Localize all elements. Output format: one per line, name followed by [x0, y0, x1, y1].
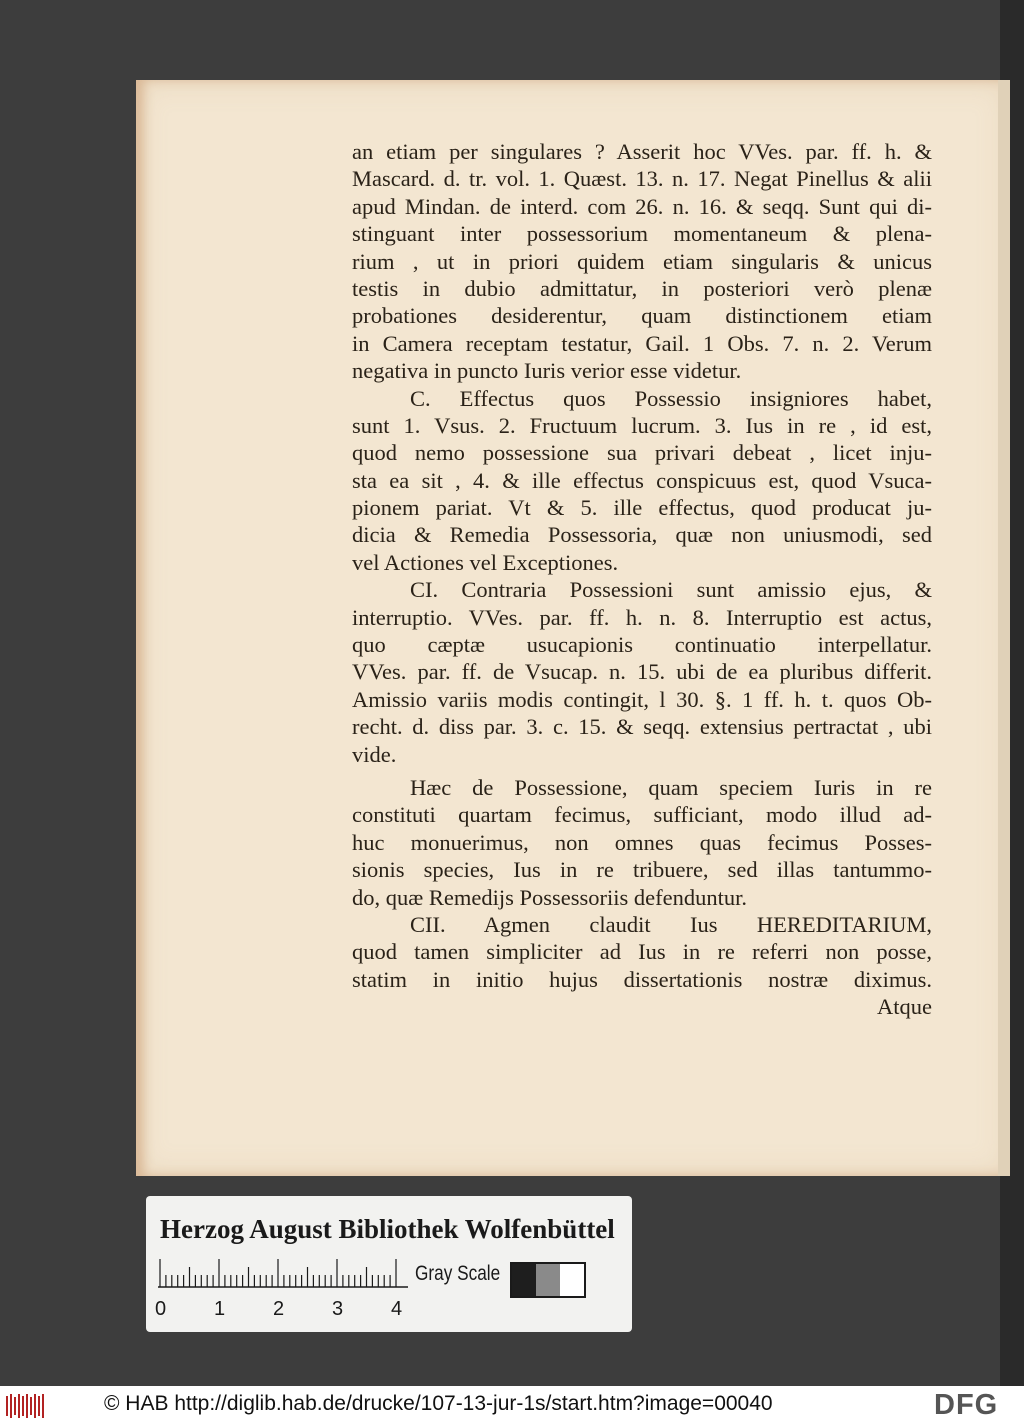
text-line: negativa in puncto Iuris verior esse videtur. [352, 358, 742, 384]
paragraph-start: C. Effectus quos Possessio insigniores habet, [410, 385, 932, 411]
paragraph-start: CI. Contraria Possessioni sunt amissio ejus, & [410, 577, 932, 603]
gray-swatch-mid [536, 1264, 560, 1296]
ruler-number: 3 [332, 1298, 344, 1320]
ruler-icon [158, 1258, 408, 1288]
copyright-url[interactable]: © HAB http://diglib.hab.de/drucke/107-13-jur-1s/start.htm?image=00040 [104, 1392, 773, 1415]
text-line: probationes desiderentur, quam distinctionem etiam [352, 303, 932, 329]
gray-swatch-light [560, 1264, 584, 1296]
footer-bar [0, 1386, 1024, 1425]
text-line: pionem pariat. Vt & 5. ille effectus, quod producat ju- [352, 495, 932, 521]
library-name: Herzog August Bibliothek Wolfenbüttel [160, 1214, 615, 1244]
text-line: do, quæ Remedijs Possessoriis defenduntur. [352, 884, 747, 910]
text-line: in Camera receptam testatur, Gail. 1 Obs. 7. n. 2. Verum [352, 330, 932, 356]
paragraph-start: Hæc de Possessione, quam speciem Iuris in re [410, 774, 932, 800]
paragraph-start: CII. Agmen claudit Ius HEREDITARIUM, [410, 911, 932, 937]
ruler-number: 1 [214, 1298, 226, 1320]
text-line: sunt 1. Vsus. 2. Fructuum lucrum. 3. Ius in re , id est, [352, 412, 932, 438]
text-line: quod nemo possessione sua privari debeat , licet inju- [352, 440, 932, 466]
text-line: sionis species, Ius in re tribuere, sed illas tantummo- [352, 857, 932, 883]
ruler-number: 2 [273, 1298, 285, 1320]
gray-scale-label: Gray Scale [415, 1262, 501, 1285]
dfg-logo: DFG [934, 1389, 999, 1421]
text-line: sta ea sit , 4. & ille effectus conspicuus est, quod Vsuca- [352, 467, 932, 493]
text-line: an etiam per singulares ? Asserit hoc VVes. par. ff. h. & [352, 139, 932, 164]
text-line: apud Mindan. de interd. com 26. n. 16. & seqq. Sunt qui di- [352, 193, 932, 219]
barcode-icon [6, 1394, 46, 1418]
page-edge [998, 80, 1010, 1176]
catchword: Atque [877, 994, 932, 1020]
text-line: vel Actiones vel Exceptiones. [352, 549, 619, 575]
text-line: dicia & Remedia Possessoria, quæ non uniusmodi, sed [352, 522, 932, 548]
text-line: quo cæptæ usucapionis continuatio interpellatur. [352, 632, 932, 658]
text-line: constituti quartam fecimus, sufficiant, modo illud ad- [352, 802, 932, 828]
text-line: VVes. par. ff. de Vsucap. n. 15. ubi de ea pluribus differit. [352, 659, 932, 685]
gray-scale-swatch [510, 1262, 586, 1298]
text-line: interruptio. VVes. par. ff. h. n. 8. Interruptio est actus, [352, 604, 932, 630]
ruler-number: 4 [391, 1298, 403, 1320]
gray-swatch-dark [512, 1264, 536, 1296]
text-line: stinguant inter possessorium momentaneum & plena- [352, 221, 932, 247]
text-line: testis in dubio admittatur, in posteriori verò plenæ [352, 275, 932, 301]
text-line: huc monuerimus, non omnes quas fecimus Posses- [352, 829, 932, 855]
text-line: Mascard. d. tr. vol. 1. Quæst. 13. n. 17. Negat Pinellus & alii [352, 166, 932, 192]
text-line: quod tamen simpliciter ad Ius in re referri non posse, [352, 939, 932, 965]
text-line: recht. d. diss par. 3. c. 15. & seqq. extensius pertractat , ubi [352, 714, 932, 740]
page-text [352, 138, 932, 1021]
text-line: vide. [352, 741, 397, 767]
text-line: Amissio variis modis contingit, l 30. §. 1 ff. h. t. quos Ob- [352, 686, 932, 712]
text-line: statim in initio hujus dissertationis nostræ diximus. [352, 966, 932, 992]
ruler-number: 0 [155, 1298, 167, 1320]
text-line: rium , ut in priori quidem etiam singularis & unicus [352, 248, 932, 274]
